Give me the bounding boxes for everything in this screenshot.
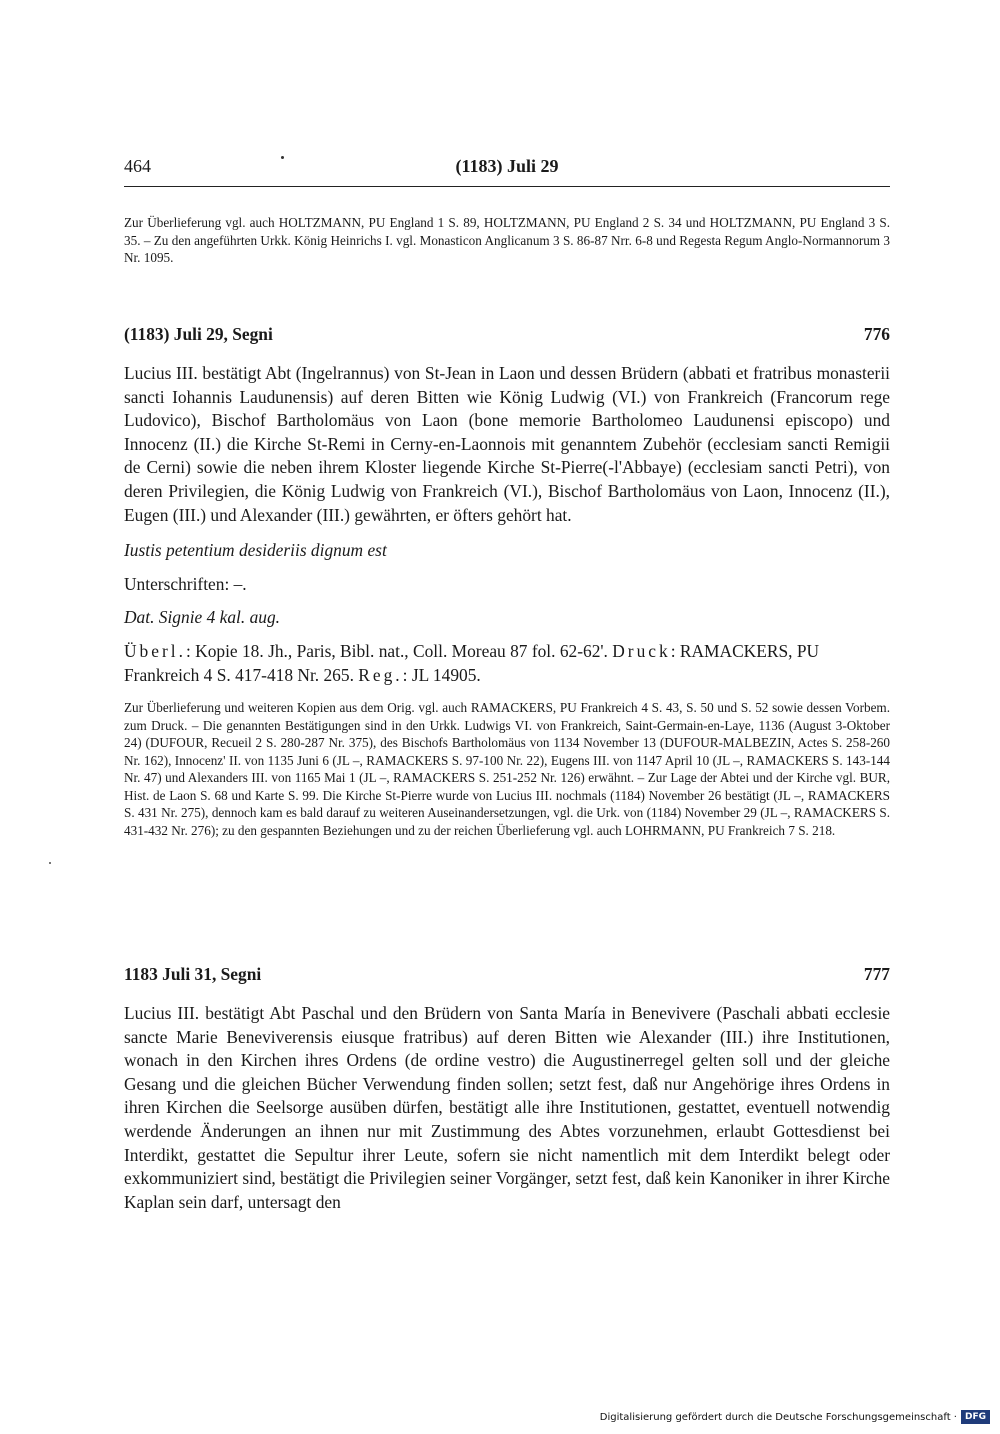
transmission-label: Überl. bbox=[124, 640, 186, 661]
signatures: Unterschriften: –. bbox=[124, 573, 247, 594]
entry-number: 777 bbox=[863, 964, 890, 984]
page-number: 464 bbox=[124, 156, 151, 176]
reg-text: : JL 14905. bbox=[402, 664, 481, 685]
regest-text: Lucius III. bestätigt Abt Paschal und den Brüdern von Santa María in Benevivere (Paschali abbati ecclesie sancte Marie Beneviverensis eiusque fratribus) auf deren Bitten wie Alexander (III.) ihre Institutionen, wonach in den Kirchen ihres Ordens (de ordine vestro) die Augustinerregel gelten soll und der gleiche Gesang und die gleichen Bücher Verwendung finden sollen; setzt fest, daß nur Angehörige ihres Ordens in ihren Kirchen die Seelsorge ausüben dürfen, bestätigt alle ihre Institutionen, gestattet, eventuell notwendig werdende Änderungen an ihnen nur mit Zustimmung des Abtes vorzunehmen, erlaubt Gottesdienst bei Interdikt, gestattet die Sepultur ihrer Leute, sofern sie nicht namentlich mit dem Interdikt belegt oder exkommuniziert sind, bestätigt die Privilegien seiner Vorgänger, setzt fest, daß kein Kanoniker in ihrer Kirche Kaplan sein darf, untersagt den bbox=[124, 1003, 890, 1212]
dfg-logo: DFG bbox=[961, 1410, 990, 1424]
transmission-text: : Kopie 18. Jh., Paris, Bibl. nat., Coll. Moreau 87 fol. 62-62'. bbox=[185, 640, 608, 661]
print-mark bbox=[49, 862, 51, 864]
header-title: (1183) Juli 29 bbox=[455, 156, 559, 176]
print-label: Druck bbox=[612, 640, 671, 661]
entry-title: (1183) Juli 29, Segni bbox=[124, 324, 273, 344]
entry-heading bbox=[124, 964, 890, 988]
dating: Dat. Signie 4 kal. aug. bbox=[124, 607, 281, 628]
transmission bbox=[124, 640, 890, 687]
regest-text: Lucius III. bestätigt Abt (Ingelrannus) von St-Jean in Laon und dessen Brüdern (abbati et fratribus monasterii sancti Iohannis Laudunensis) auf deren Bitten wie König Ludwig (VI.) von Frankreich (Francorum rege Ludovico), Bischof Bartholomäus von Laon (bone memorie Bartholomeo Laudunensi episcopo) und Innocenz (II.) die Kirche St-Remi in Cerny-en-Laonnois mit genanntem Zubehör (ecclesiam sancti Remigii de Cerni) sowie die neben ihrem Kloster liegende Kirche St-Pierre(-l'Abbaye) (ecclesiam sancti Petri), von deren Privilegien, die König Ludwig von Frankreich (VI.), Bischof Bartholomäus von Laon, Innocenz (II.), Eugen (III.) und Alexander (III.) gewährten, er öfters gehört hat. bbox=[124, 363, 890, 525]
dfg-footer bbox=[600, 1410, 990, 1424]
incipit: Iustis petentium desideriis dignum est bbox=[124, 540, 387, 561]
footer-text: Digitalisierung gefördert durch die Deutsche Forschungsgemeinschaft · bbox=[599, 1411, 957, 1423]
print-text: : RAMACKERS, PU Frankreich 4 S. 417-418 Nr. 265. bbox=[124, 640, 820, 685]
entry-heading bbox=[124, 324, 890, 348]
entry-title: 1183 Juli 31, Segni bbox=[124, 964, 262, 984]
entry-777 bbox=[124, 964, 890, 1214]
entry-776 bbox=[124, 324, 890, 839]
entry-number: 776 bbox=[863, 324, 890, 344]
top-note: Zur Überlieferung vgl. auch HOLTZMANN, PU England 1 S. 89, HOLTZMANN, PU England 2 S. 34 und HOLTZMANN, PU England 3 S. 35. – Zu den angeführten Urkk. König Heinrichs I. vgl. Monasticon Anglicanum 3 S. 86-87 Nrr. 6-8 und Regesta Regum Anglo-Normannorum 3 Nr. 1095. bbox=[124, 215, 890, 265]
entry-note: Zur Überlieferung und weiteren Kopien aus dem Orig. vgl. auch RAMACKERS, PU Frankreich 4 S. 43, S. 50 und S. 52 sowie dessen Vorbem. zum Druck. – Die genannten Bestätigungen sind in den Urkk. Ludwigs VI. von Frankreich, Saint-Germain-en-Laye, 1136 (August 3-Oktober 24) (DUFOUR, Recueil 2 S. 280-287 Nr. 375), des Bischofs Bartholomäus von 1134 November 13 (DUFOUR-MALBEZIN, Actes S. 258-260 Nr. 162), Innocenz' II. von 1135 Juni 6 (JL –, RAMACKERS S. 97-100 Nr. 22), Eugens III. von 1147 April 10 (JL –, RAMACKERS S. 143-144 Nr. 47) und Alexanders III. von 1165 Mai 1 (JL –, RAMACKERS S. 251-252 Nr. 126) erwähnt. – Zur Lage der Abtei und der Kirche vgl. BUR, Hist. de Laon S. 68 und Karte S. 99. Die Kirche St-Pierre wurde von Lucius III. nochmals (1184) November 26 bestätigt (JL –, RAMACKERS S. 431 Nr. 275), dennoch kam es bald darauf zu weiteren Auseinandersetzungen, vgl. die Urk. von (1184) November 29 (JL –, RAMACKERS S. 431-432 Nr. 276); zu den gespannten Beziehungen und zu der reichen Überlieferung vgl. auch LOHRMANN, PU Frankreich 7 S. 218. bbox=[124, 700, 890, 838]
reg-label: Reg. bbox=[358, 664, 403, 685]
running-header bbox=[124, 150, 890, 187]
